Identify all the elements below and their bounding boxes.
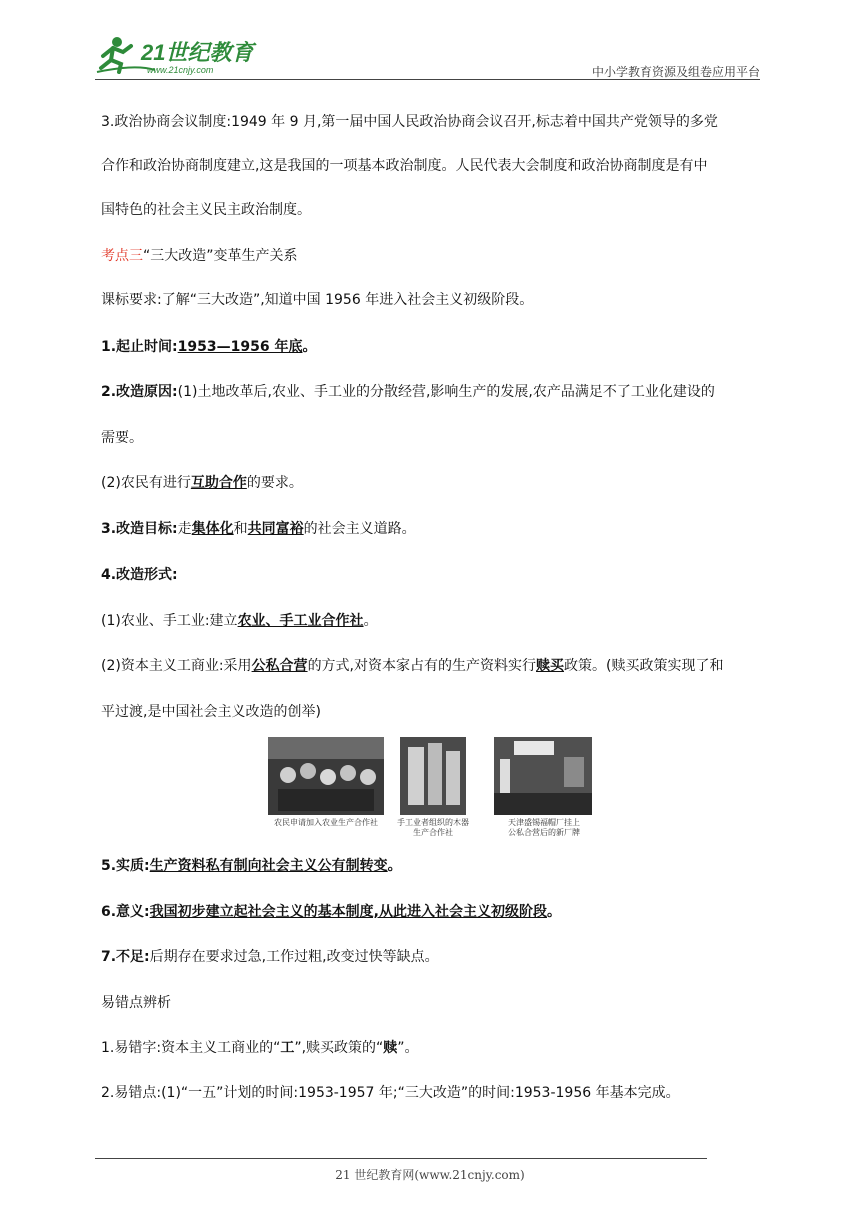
error-item-2: 2.易错点:(1)“一五”计划的时间:1953-1957 年;“三大改造”的时间:1953-1956 年基本完成。 <box>101 1085 680 1101</box>
error-item-1: 1.易错字:资本主义工商业的“工”,赎买政策的“赎”。 <box>101 1040 419 1056</box>
paragraph-line: 国特色的社会主义民主政治制度。 <box>101 202 311 218</box>
item-4a: (1)农业、手工业:建立农业、手工业合作社。 <box>101 613 378 629</box>
footer-divider <box>95 1158 707 1159</box>
header-divider <box>95 79 760 80</box>
photo-farmers <box>268 737 384 815</box>
item-2-cont: 需要。 <box>101 430 143 446</box>
runner-logo-icon <box>95 34 265 76</box>
item-2b: (2)农民有进行互助合作的要求。 <box>101 475 303 491</box>
page-header <box>95 30 760 80</box>
photo-factory-image <box>494 737 592 815</box>
item-4b-cont: 平过渡,是中国社会主义改造的创举) <box>101 704 321 720</box>
site-logo[interactable] <box>95 34 265 76</box>
section-heading <box>101 246 298 266</box>
item-4: 4.改造形式: <box>101 567 178 583</box>
item-2: 2.改造原因:(1)土地改革后,农业、手工业的分散经营,影响生产的发展,农产品满足不了工业化建设的 <box>101 384 715 400</box>
header-platform-text: 中小学教育资源及组卷应用平台 <box>591 65 760 79</box>
item-6: 6.意义:我国初步建立起社会主义的基本制度,从此进入社会主义初级阶段。 <box>101 904 561 920</box>
historical-photos <box>268 737 598 837</box>
photo-caption: 农民申请加入农业生产合作社 <box>274 818 378 827</box>
svg-text:www.21cnjy.com: www.21cnjy.com <box>147 65 214 75</box>
photo-farmers-image <box>268 737 384 815</box>
photo-caption: 天津盛锡福帽厂挂上 公私合营后的新厂牌 <box>508 818 580 837</box>
photo-woodwork-image <box>400 737 466 815</box>
kaodian-label: 考点三 <box>101 248 143 264</box>
item-3: 3.改造目标:走集体化和共同富裕的社会主义道路。 <box>101 521 416 537</box>
photo-woodwork <box>400 737 466 815</box>
item-5: 5.实质:生产资料私有制向社会主义公有制转变。 <box>101 858 402 874</box>
item-4b: (2)资本主义工商业:采用公私合营的方式,对资本家占有的生产资料实行赎买政策。(赎买政策实现了和 <box>101 658 724 674</box>
footer-link[interactable]: 21 世纪教育网(www.21cnjy.com) <box>335 1168 525 1182</box>
error-analysis-heading: 易错点辨析 <box>101 995 171 1011</box>
photo-factory-sign <box>494 737 592 815</box>
paragraph-line: 合作和政治协商制度建立,这是我国的一项基本政治制度。人民代表大会制度和政治协商制度是有中 <box>101 158 708 174</box>
svg-text:21世纪教育: 21世纪教育 <box>141 40 254 65</box>
item-7: 7.不足:后期存在要求过急,工作过粗,改变过快等缺点。 <box>101 949 439 965</box>
curriculum-requirement: 课标要求:了解“三大改造”,知道中国 1956 年进入社会主义初级阶段。 <box>101 292 534 308</box>
kaodian-title: “三大改造”变革生产关系 <box>143 248 298 264</box>
item-1: 1.起止时间:1953—1956 年底。 <box>101 339 317 355</box>
photo-caption: 手工业者组织的木器 生产合作社 <box>397 818 469 837</box>
paragraph-line: 3.政治协商会议制度:1949 年 9 月,第一届中国人民政治协商会议召开,标志着中国共产党领导的多党 <box>101 114 718 130</box>
